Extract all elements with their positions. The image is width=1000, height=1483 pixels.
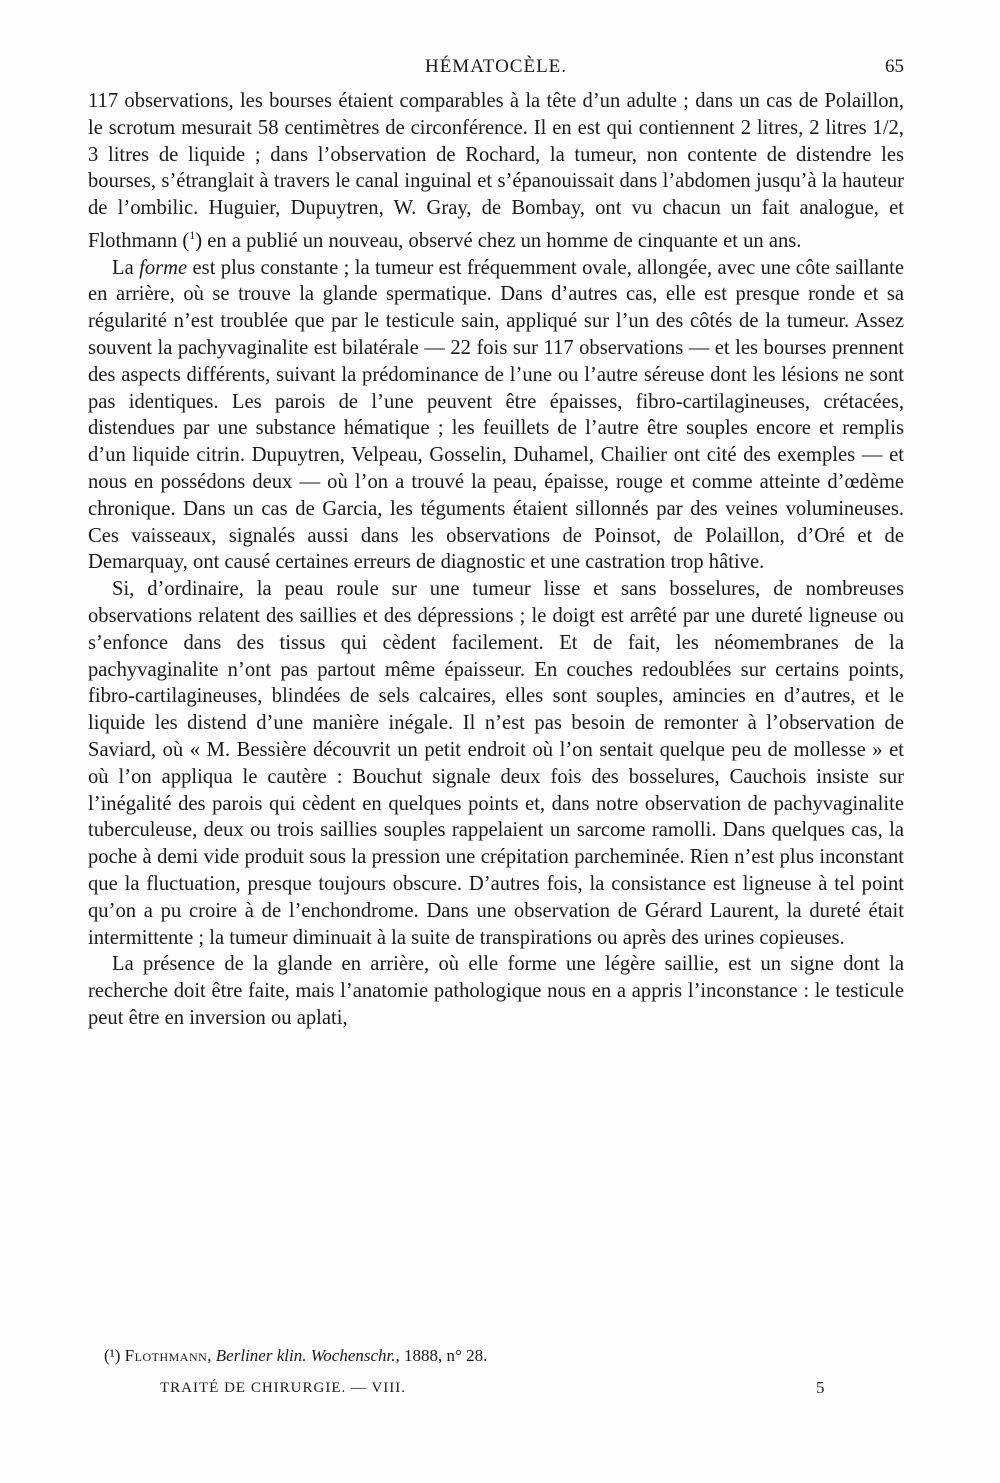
paragraph-text: est plus constante ; la tumeur est fréquemment ovale, allongée, avec une côte saillante en arrière, où se trouve la glande spermatique. Dans d’autres cas, elle est presque ronde et sa régularité n’est troublée que par le testicule sain, appliqué sur l’un des côtés de la tumeur. Assez souvent la pachyvaginalite est bilatérale — 22 fois sur 117 observations — et les bourses prennent des aspects différents, suivant la prédominance de l’une ou l’autre séreuse dont les lésions ne sont pas identiques. Les parois de l’une peuvent être épaisses, fibro-cartilagineuses, crétacées, distendues par une substance hématique ; les feuillets de l’autre être souples encore et remplis d’un liquide citrin. Dupuytren, Velpeau, Gosselin, Duhamel, Chailier ont cité des exemples — et nous en possédons deux — où l’on a trouvé la peau, épaisse, rouge et comme atteinte d’œdème chronique. Dans un cas de Garcia, les téguments étaient sillonnés par des veines volumineuses. Ces vaisseaux, signalés aussi dans les observations de Poinsot, de Polaillon, d’Oré et de Demarquay, ont causé certaines erreurs de diagnostic et une castration trop hâtive. [88,256,905,574]
paragraph-text: 117 observations, les bourses étaient comparables à la tête d’un adulte ; dans un cas de Polaillon, le scrotum mesurait 58 centimètres de circonférence. Il en est qui contiennent 2 litres, 2 litres 1/2, 3 litres de liquide ; dans l’observation de Rochard, la tumeur, non contente de distendre les bourses, s’étranglait à travers le canal inguinal et s’épanouissait dans l’abdomen jusqu’à la hauteur de l’ombilic. Huguier, Dupuytren, W. Gray, de Bombay, ont vu chacun un fait analogue, et Flothmann ( [88,90,904,252]
footnote: (¹) Flothmann, Berliner klin. Wochenschr., 1888, n° 28. [104,1346,488,1365]
page-number: 65 [885,56,904,77]
signature-mark: TRAITÉ DE CHIRURGIE. — VIII. [160,1380,407,1396]
footnote-author: Flothmann [124,1346,208,1365]
paragraph-text: Si, d’ordinaire, la peau roule sur une tumeur lisse et sans bosselures, de nombreuses observations relatent des saillies et des dépressions ; le doigt est arrêté par une dureté ligneuse ou s’enfonce dans des tissus qui cèdent facilement. Et de fait, les néomembranes de la pachyvaginalite n’ont pas partout même épaisseur. En couches redoublées sur certains points, fibro-cartilagineuses, blindées de sels calcaires, elles sont souples, amincies en d’autres, et le liquide les distend d’une manière inégale. Il n’est pas besoin de remonter à l’observation de Saviard, où « M. Bessière découvrit un petit endroit où l’on sentait quelque peu de mollesse » et où l’on appliqua le cautère : Bouchut signale deux fois des bosselures, Cauchois insiste sur l’inégalité des parois qui cèdent en quelques points et, dans notre observation de pachyvaginalite tuberculeuse, deux ou trois saillies souples rappelaient un sarcome ramolli. Dans quelques cas, la poche à demi vide produit sous la pression une crépitation parcheminée. Rien n’est plus inconstant que la fluctuation, presque toujours obscure. D’autres fois, la consistance est ligneuse à tel point qu’on a pu croire à de l’enchondrome. Dans une observation de Gérard Laurent, la dureté était intermittente ; la tumeur diminuait à la suite de transpirations ou après des urines copieuses. [88,578,904,949]
footnote-marker: (¹) [104,1346,121,1365]
paragraph [88,576,904,951]
body-text [88,88,904,1032]
running-title: HÉMATOCÈLE. [424,56,568,77]
paragraph [88,88,904,255]
paragraph-text: ) en a publié un nouveau, observé chez un homme de cinquante et un ans. [195,229,802,252]
paragraph [88,255,904,577]
paragraph-text: La présence de la glande en arrière, où elle forme une légère saillie, est un signe dont la recherche doit être faite, mais l’anatomie pathologique nous en a appris l’inconstance : le testicule peut être en inversion ou aplati, [88,953,904,1029]
running-head [88,56,904,80]
paragraph-text: La [112,256,140,279]
footnote-rest: , 1888, n° 28. [395,1346,488,1365]
emphasis-text: forme [139,256,188,279]
footnote-ref: 1 [189,227,196,242]
paragraph [88,951,904,1031]
footnote-journal: Berliner klin. Wochenschr. [215,1346,396,1365]
signature-number: 5 [816,1378,825,1397]
